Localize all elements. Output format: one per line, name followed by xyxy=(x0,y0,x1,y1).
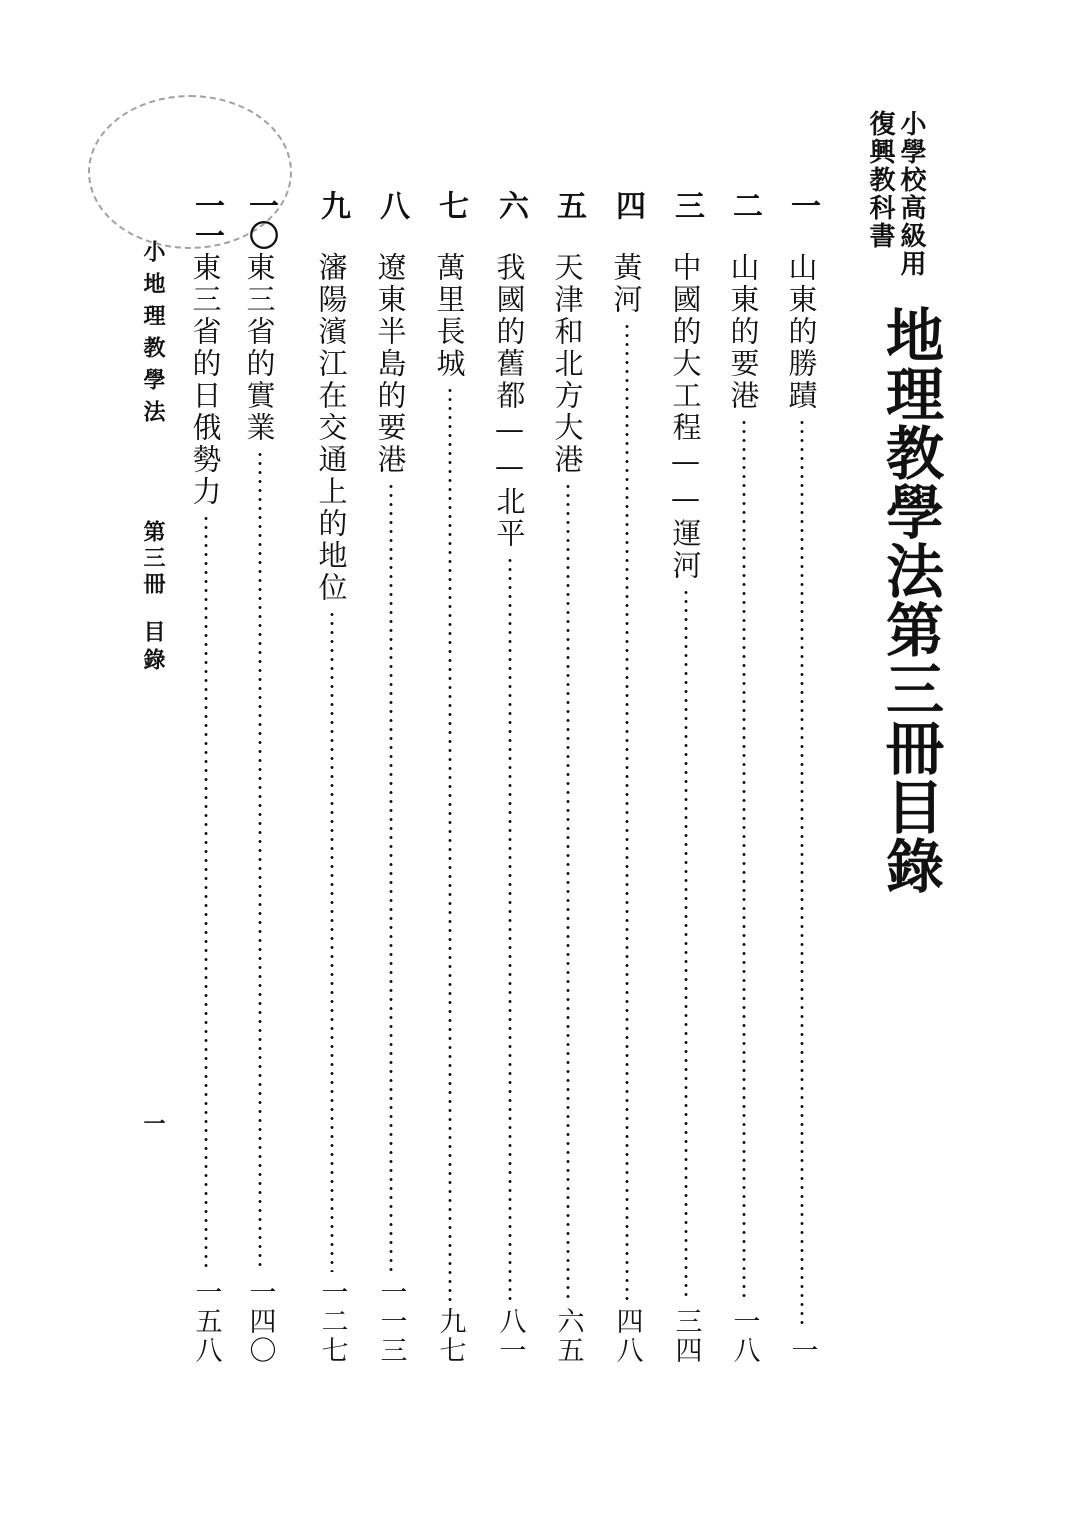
entry-number: 五 xyxy=(551,190,586,220)
dot-leader xyxy=(684,588,688,1301)
entry-page: 六五 xyxy=(552,1307,584,1365)
entry-number: 一一 xyxy=(189,190,224,250)
entry-page: 一四〇 xyxy=(244,1278,276,1365)
dot-leader xyxy=(330,610,334,1272)
toc-entry xyxy=(186,190,226,1365)
entry-title: 我國的舊都——北平 xyxy=(492,252,527,550)
entry-page: 一八 xyxy=(728,1307,760,1365)
entry-page: 八一 xyxy=(494,1307,526,1365)
entry-title: 天津和北方大港 xyxy=(550,252,585,476)
entry-title: 東三省的日俄勢力 xyxy=(188,252,223,508)
footer-volume: 第三冊 xyxy=(140,520,166,598)
dot-leader xyxy=(204,514,208,1272)
entry-page: 一一三 xyxy=(375,1278,407,1365)
dot-leader xyxy=(508,556,512,1301)
entry-number: 八 xyxy=(374,190,409,220)
dot-leader xyxy=(566,482,570,1301)
entry-number: 三 xyxy=(669,190,704,220)
entry-title: 東三省的實業 xyxy=(242,252,277,444)
entry-number: 七 xyxy=(433,190,468,220)
dot-leader xyxy=(448,386,452,1301)
entry-title: 中國的大工程——運河 xyxy=(668,252,703,582)
entry-page: 一二七 xyxy=(316,1278,348,1365)
entry-number: 一 xyxy=(785,190,820,220)
dot-leader xyxy=(800,418,804,1330)
toc-entry xyxy=(240,190,280,1365)
toc-entry xyxy=(312,190,352,1365)
toc-entry xyxy=(724,190,764,1365)
entry-title: 黃河 xyxy=(609,252,644,316)
entry-number: 四 xyxy=(610,190,645,220)
dot-leader xyxy=(742,418,746,1301)
footer-section: 目錄 xyxy=(140,620,166,676)
toc-entry xyxy=(782,190,822,1365)
header-line-1: 小學校高級用 xyxy=(896,110,926,278)
dot-leader xyxy=(625,322,629,1301)
entry-page: 三四 xyxy=(670,1307,702,1365)
toc-entry xyxy=(371,190,411,1365)
entry-number: 二 xyxy=(727,190,762,220)
entry-page: 九七 xyxy=(434,1307,466,1365)
toc-entry xyxy=(490,190,530,1365)
header-line-2: 復興教科書 xyxy=(865,110,895,250)
toc-entry xyxy=(430,190,470,1365)
entry-page: 一五八 xyxy=(190,1278,222,1365)
entry-title: 遼東半島的要港 xyxy=(373,252,408,476)
footer-book-title: 小地理教學法 xyxy=(140,240,166,432)
entry-number: 六 xyxy=(493,190,528,220)
entry-number: 九 xyxy=(315,190,350,220)
toc-entry xyxy=(607,190,647,1365)
dot-leader xyxy=(258,450,262,1272)
entry-page: 四八 xyxy=(611,1307,643,1365)
entry-page: 一 xyxy=(786,1336,818,1365)
toc-entry xyxy=(666,190,706,1365)
footer-page-number: 一 xyxy=(140,1112,166,1144)
page-title: 地理教學法第三冊目錄 xyxy=(876,305,944,895)
entry-title: 山東的要港 xyxy=(726,252,761,412)
entry-title: 瀋陽濱江在交通上的地位 xyxy=(314,252,349,604)
dot-leader xyxy=(389,482,393,1272)
entry-title: 萬里長城 xyxy=(432,252,467,380)
entry-title: 山東的勝蹟 xyxy=(784,252,819,412)
entry-number: 一〇 xyxy=(243,190,278,250)
toc-entry xyxy=(548,190,588,1365)
